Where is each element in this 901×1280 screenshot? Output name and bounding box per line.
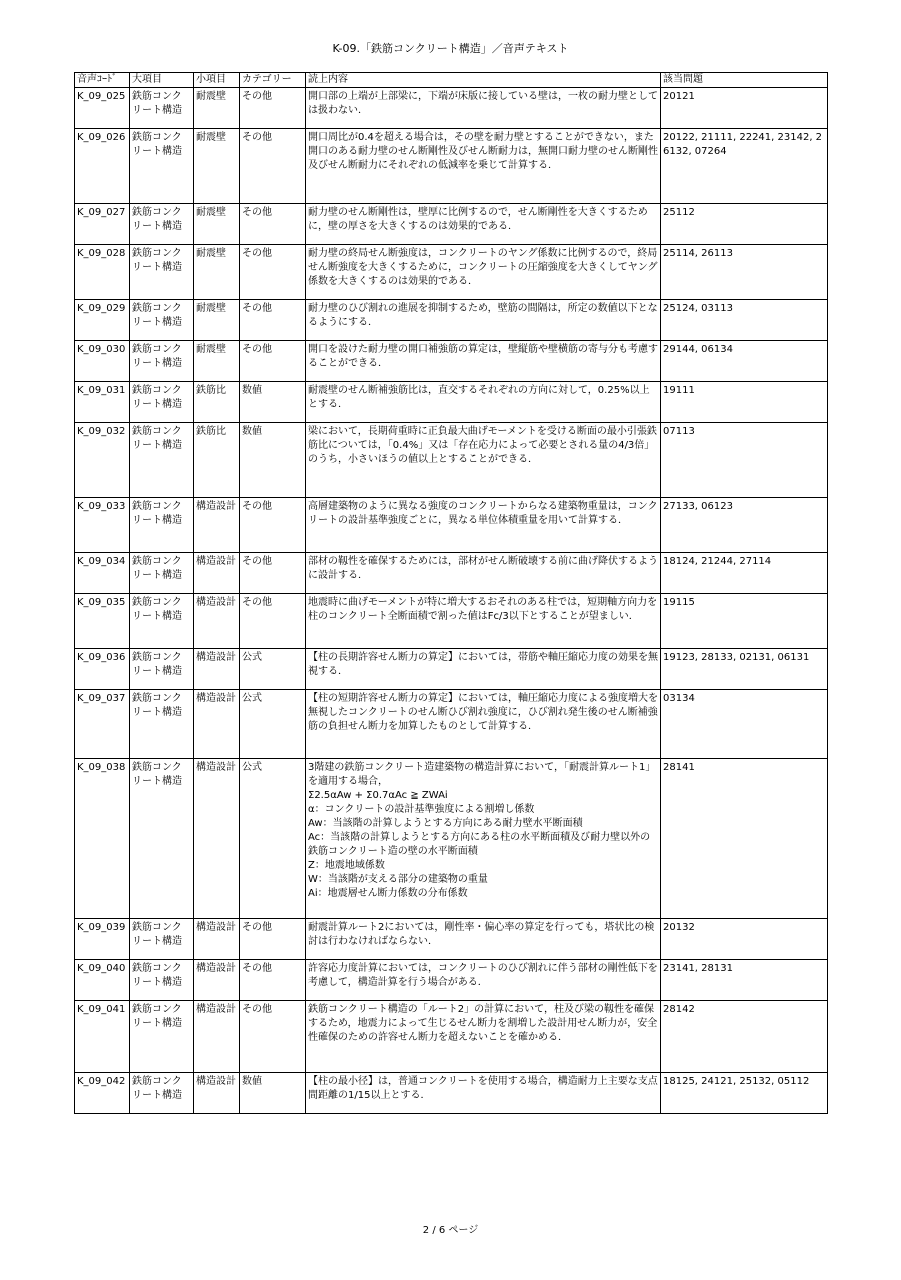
voice-code-cell: K_09_037 [75,690,130,759]
major-item-cell: 鉄筋コンクリート構造 [130,1001,194,1073]
category-cell: その他 [240,341,306,382]
reading-text-cell: 耐力壁の終局せん断強度は，コンクリートのヤング係数に比例するので，終局せん断強度を大きくするために，コンクリートの圧縮強度を大きくしてヤング係数を大きくするのは効果的である． [306,245,661,300]
major-item-cell: 鉄筋コンクリート構造 [130,690,194,759]
related-problems-cell: 25112 [661,204,828,245]
category-cell: その他 [240,300,306,341]
voice-code-cell: K_09_042 [75,1073,130,1114]
table-row [75,498,828,553]
major-item-cell: 鉄筋コンクリート構造 [130,960,194,1001]
related-problems-cell: 03134 [661,690,828,759]
reading-text-cell: 開口周比が0.4を超える場合は，その壁を耐力壁とすることができない，また開口のある耐力壁のせん断剛性及びせん断耐力は，無開口耐力壁のせん断剛性及びせん断耐力にそれぞれの低減率を乗じて計算する． [306,129,661,204]
voice-code-cell: K_09_031 [75,382,130,423]
related-problems-cell: 25114, 26113 [661,245,828,300]
category-cell: その他 [240,129,306,204]
table-row [75,245,828,300]
reading-text-cell: 耐力壁のせん断剛性は，壁厚に比例するので，せん断剛性を大きくするために，壁の厚さを大きくするのは効果的である． [306,204,661,245]
voice-code-cell: K_09_032 [75,423,130,498]
reading-text-cell: 許容応力度計算においては，コンクリートのひび割れに伴う部材の剛性低下を考慮して，構造計算を行う場合がある． [306,960,661,1001]
header-text: 読上内容 [306,73,661,88]
related-problems-cell: 19123, 28133, 02131, 06131 [661,649,828,690]
minor-item-cell: 耐震壁 [194,88,240,129]
reading-text-cell: 部材の靱性を確保するためには，部材がせん断破壊する前に曲げ降伏するように設計する． [306,553,661,594]
voice-code-cell: K_09_036 [75,649,130,690]
related-problems-cell: 28141 [661,759,828,919]
category-cell: その他 [240,553,306,594]
major-item-cell: 鉄筋コンクリート構造 [130,919,194,960]
minor-item-cell: 鉄筋比 [194,382,240,423]
voice-code-cell: K_09_041 [75,1001,130,1073]
minor-item-cell: 耐震壁 [194,204,240,245]
voice-code-cell: K_09_034 [75,553,130,594]
related-problems-cell: 20122, 21111, 22241, 23142, 26132, 07264 [661,129,828,204]
major-item-cell: 鉄筋コンクリート構造 [130,245,194,300]
category-cell: その他 [240,88,306,129]
table-row [75,423,828,498]
table-row [75,553,828,594]
page-title: K-09.「鉄筋コンクリート構造」／音声テキスト [332,42,569,55]
related-problems-cell: 18125, 24121, 25132, 05112 [661,1073,828,1114]
reading-text-cell: 耐震壁のせん断補強筋比は，直交するそれぞれの方向に対して，0.25%以上とする． [306,382,661,423]
table-header-row [75,73,828,88]
related-problems-cell: 27133, 06123 [661,498,828,553]
reading-text-cell: 耐力壁のひび割れの進展を抑制するため，壁筋の間隔は，所定の数値以下となるようにする． [306,300,661,341]
table-row [75,300,828,341]
reading-text-cell: 高層建築物のように異なる強度のコンクリートからなる建築物重量は，コンクリートの設計基準強度ごとに，異なる単位体積重量を用いて計算する． [306,498,661,553]
voice-code-cell: K_09_038 [75,759,130,919]
category-cell: 公式 [240,690,306,759]
major-item-cell: 鉄筋コンクリート構造 [130,204,194,245]
related-problems-cell: 28142 [661,1001,828,1073]
major-item-cell: 鉄筋コンクリート構造 [130,759,194,919]
header-problems: 該当問題 [661,73,828,88]
reading-text-cell: 耐震計算ルート2においては，剛性率・偏心率の算定を行っても，塔状比の検討は行わなければならない． [306,919,661,960]
related-problems-cell: 25124, 03113 [661,300,828,341]
minor-item-cell: 構造設計 [194,919,240,960]
page-footer: 2 / 6 ページ [422,1225,479,1236]
minor-item-cell: 構造設計 [194,1073,240,1114]
table-row [75,129,828,204]
related-problems-cell: 07113 [661,423,828,498]
related-problems-cell: 19115 [661,594,828,649]
category-cell: その他 [240,498,306,553]
category-cell: その他 [240,245,306,300]
minor-item-cell: 構造設計 [194,960,240,1001]
minor-item-cell: 耐震壁 [194,341,240,382]
reading-text-cell: 梁において，長期荷重時に正負最大曲げモーメントを受ける断面の最小引張鉄筋比については，「0.4%」又は「存在応力によって必要とされる量の4/3倍」のうち，小さいほうの値以上とすることができる． [306,423,661,498]
minor-item-cell: 構造設計 [194,498,240,553]
category-cell: その他 [240,919,306,960]
major-item-cell: 鉄筋コンクリート構造 [130,498,194,553]
header-minor: 小項目 [194,73,240,88]
voice-code-cell: K_09_028 [75,245,130,300]
voice-code-cell: K_09_033 [75,498,130,553]
voice-code-cell: K_09_040 [75,960,130,1001]
category-cell: その他 [240,960,306,1001]
reading-text-cell: 開口部の上端が上部梁に，下端が床版に接している壁は，一枚の耐力壁としては扱わない． [306,88,661,129]
voice-code-cell: K_09_025 [75,88,130,129]
table-row [75,1001,828,1073]
minor-item-cell: 構造設計 [194,690,240,759]
table-row [75,759,828,919]
related-problems-cell: 18124, 21244, 27114 [661,553,828,594]
major-item-cell: 鉄筋コンクリート構造 [130,88,194,129]
voice-code-cell: K_09_030 [75,341,130,382]
major-item-cell: 鉄筋コンクリート構造 [130,553,194,594]
table-row [75,204,828,245]
category-cell: 数値 [240,423,306,498]
question-table [74,72,828,1114]
major-item-cell: 鉄筋コンクリート構造 [130,649,194,690]
category-cell: その他 [240,1001,306,1073]
minor-item-cell: 耐震壁 [194,245,240,300]
minor-item-cell: 鉄筋比 [194,423,240,498]
category-cell: その他 [240,594,306,649]
category-cell: 公式 [240,759,306,919]
voice-code-cell: K_09_027 [75,204,130,245]
reading-text-cell: 3階建の鉄筋コンクリート造建築物の構造計算において，「耐震計算ルート1」を適用する場合， Σ2.5αAw + Σ0.7αAc ≧ ZWAi α：コンクリートの設計基準強度による割増し係数 Aw：当該階の計算しようとする方向にある耐力壁水平断面積 Ac：当該階の計算しようとする方向にある柱の水平断面積及び耐力壁以外の鉄筋コンクリート造の壁の水平断面積 Z：地震地域係数 W：当該階が支える部分の建築物の重量 Ai：地震層せん断力係数の分布係数 [306,759,661,919]
minor-item-cell: 構造設計 [194,1001,240,1073]
major-item-cell: 鉄筋コンクリート構造 [130,129,194,204]
voice-code-cell: K_09_039 [75,919,130,960]
reading-text-cell: 【柱の長期許容せん断力の算定】においては，帯筋や軸圧縮応力度の効果を無視する． [306,649,661,690]
major-item-cell: 鉄筋コンクリート構造 [130,341,194,382]
voice-code-cell: K_09_026 [75,129,130,204]
category-cell: その他 [240,204,306,245]
table-row [75,88,828,129]
minor-item-cell: 耐震壁 [194,300,240,341]
major-item-cell: 鉄筋コンクリート構造 [130,594,194,649]
reading-text-cell: 地震時に曲げモーメントが特に増大するおそれのある柱では，短期軸方向力を柱のコンクリート全断面積で割った値はFc/3以下とすることが望ましい． [306,594,661,649]
table-row [75,594,828,649]
major-item-cell: 鉄筋コンクリート構造 [130,382,194,423]
reading-text-cell: 鉄筋コンクリート構造の「ルート2」の計算において，柱及び梁の靱性を確保するため，地震力によって生じるせん断力を割増した設計用せん断力が，安全性確保のための許容せん断力を超えないことを確かめる． [306,1001,661,1073]
table-row [75,690,828,759]
major-item-cell: 鉄筋コンクリート構造 [130,423,194,498]
related-problems-cell: 19111 [661,382,828,423]
major-item-cell: 鉄筋コンクリート構造 [130,1073,194,1114]
reading-text-cell: 【柱の短期許容せん断力の算定】においては，軸圧縮応力度による強度増大を無視したコンクリートのせん断ひび割れ強度に，ひび割れ発生後のせん断補強筋の負担せん断力を加算したものとして計算する． [306,690,661,759]
reading-text-cell: 開口を設けた耐力壁の開口補強筋の算定は，壁縦筋や壁横筋の寄与分も考慮することができる． [306,341,661,382]
related-problems-cell: 23141, 28131 [661,960,828,1001]
table-row [75,1073,828,1114]
voice-code-cell: K_09_029 [75,300,130,341]
minor-item-cell: 構造設計 [194,553,240,594]
related-problems-cell: 29144, 06134 [661,341,828,382]
major-item-cell: 鉄筋コンクリート構造 [130,300,194,341]
table-row [75,341,828,382]
reading-text-cell: 【柱の最小径】は，普通コンクリートを使用する場合，構造耐力上主要な支点間距離の1/15以上とする． [306,1073,661,1114]
header-category: カテゴリー [240,73,306,88]
minor-item-cell: 構造設計 [194,649,240,690]
category-cell: 数値 [240,382,306,423]
table-row [75,649,828,690]
table-row [75,960,828,1001]
table-row [75,382,828,423]
category-cell: 公式 [240,649,306,690]
header-major: 大項目 [130,73,194,88]
minor-item-cell: 構造設計 [194,594,240,649]
category-cell: 数値 [240,1073,306,1114]
related-problems-cell: 20132 [661,919,828,960]
table-row [75,919,828,960]
minor-item-cell: 構造設計 [194,759,240,919]
voice-code-cell: K_09_035 [75,594,130,649]
header-code: 音声ｺｰﾄﾞ [75,73,130,88]
related-problems-cell: 20121 [661,88,828,129]
minor-item-cell: 耐震壁 [194,129,240,204]
